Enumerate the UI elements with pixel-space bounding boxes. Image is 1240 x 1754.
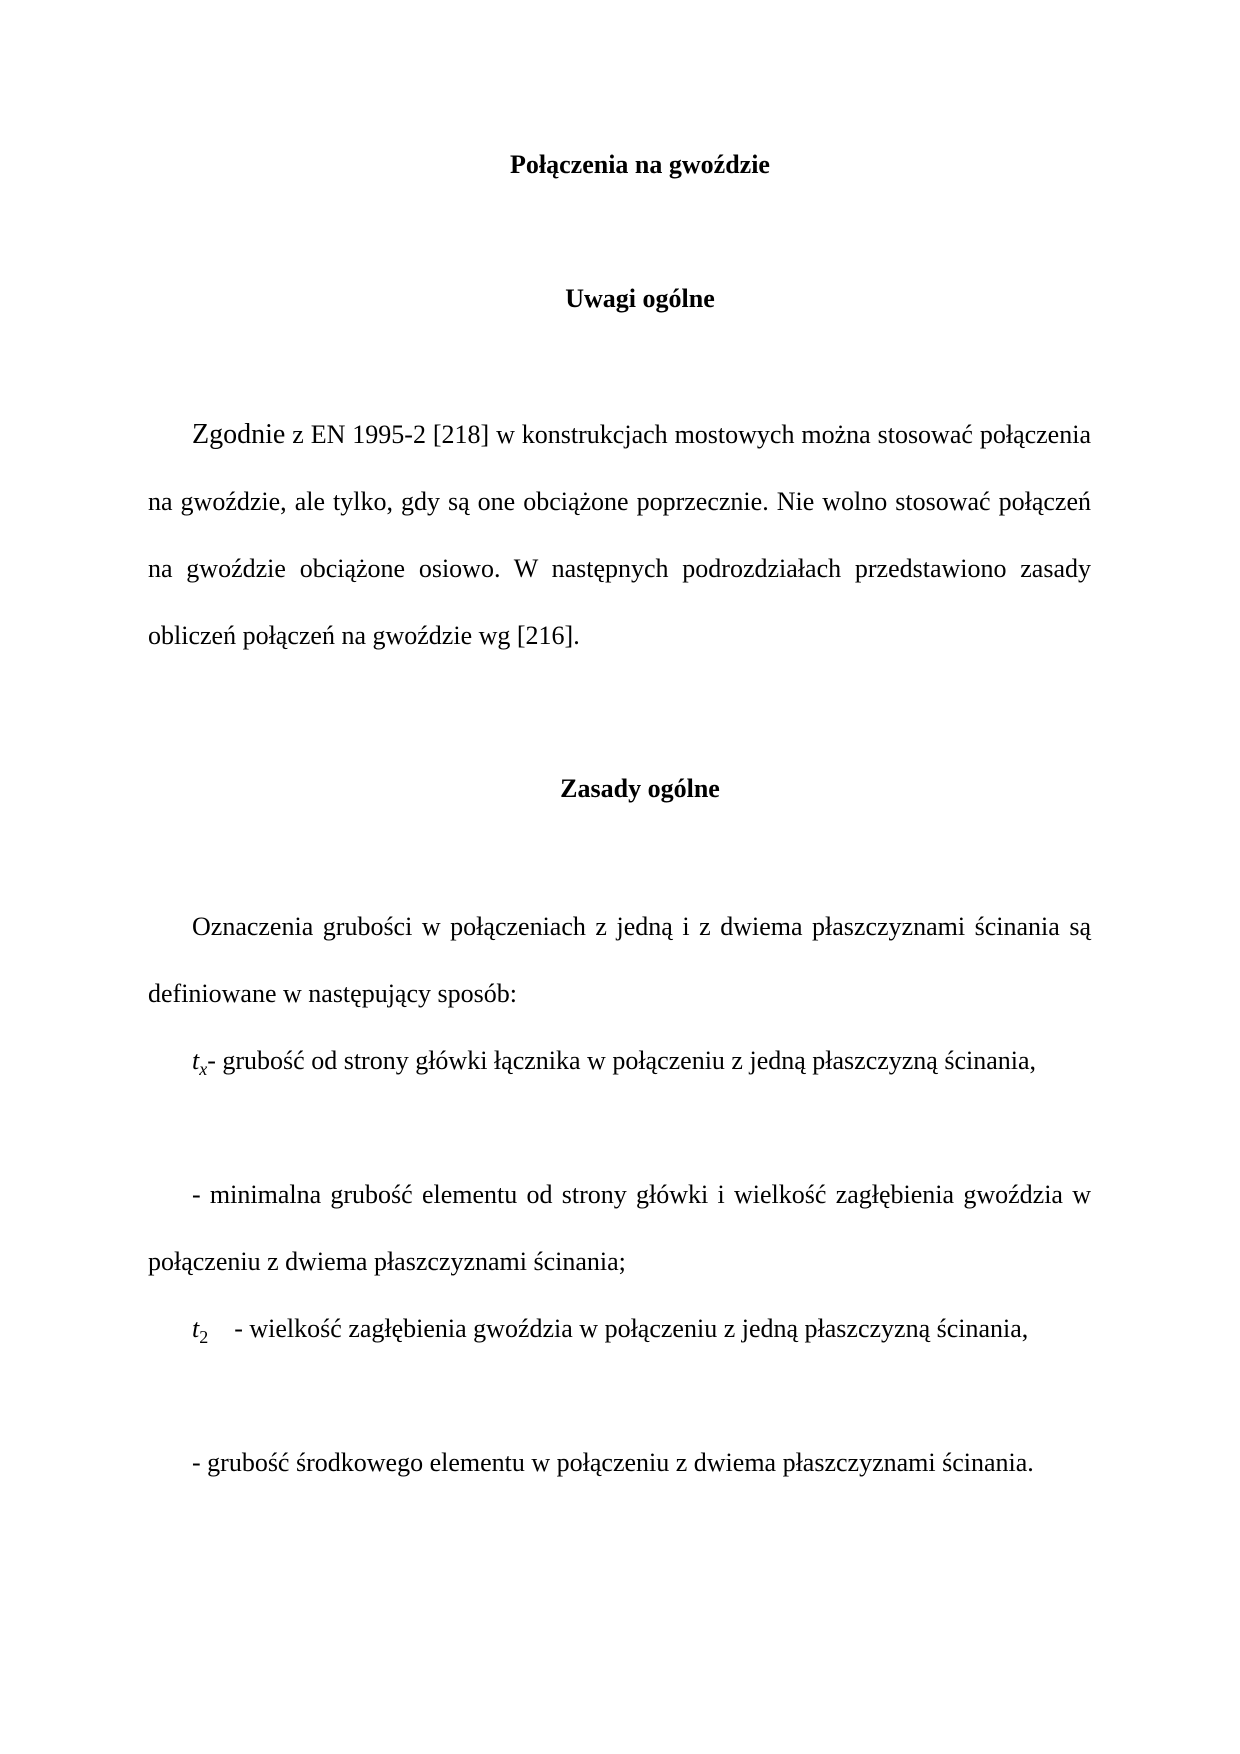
section-heading-zasady-ogolne: Zasady ogólne [560,774,720,803]
definition-t1 [148,1027,1091,1094]
definition-t2-second: - grubość środkowego elementu w połączeniu z dwiema płaszczyznami ścinania. [192,1448,1034,1477]
definition-t1-second: - minimalna grubość elementu od strony główki i wielkość zagłębienia gwoździa w połączeniu z dwiema płaszczyznami ścinania; [148,1180,1091,1276]
paragraph-general-remarks [148,401,1091,669]
section-heading-uwagi-ogolne: Uwagi ogólne [565,284,715,313]
symbol-t1-subscript: x [199,1059,208,1079]
document-title: Połączenia na gwoździe [510,150,770,179]
paragraph-body: z EN 1995-2 [218] w konstrukcjach mostowych można stosować połączenia na gwoździe, ale tylko, gdy są one obciążone poprzecznie. Nie wolno stosować połączeń na gwoździe obciążone osiowo. W następnych podrozdziałach przedstawiono zasady obliczeń połączeń na gwoździe wg [216]. [148,420,1091,650]
paragraph-thickness-intro: Oznaczenia grubości w połączeniach z jedną i z dwiema płaszczyznami ścinania są definiowane w następujący sposób: [148,912,1091,1008]
paragraph-lead-word: Zgodnie [192,419,286,450]
symbol-t1: t [192,1046,200,1075]
symbol-t2-subscript: 2 [199,1327,209,1347]
definition-t2-text: - wielkość zagłębienia gwoździa w połączeniu z jedną płaszczyzną ścinania, [234,1314,1029,1343]
symbol-t2: t [192,1314,200,1343]
definition-t1-text: - grubość od strony główki łącznika w połączeniu z jedną płaszczyzną ścinania, [207,1046,1037,1075]
definition-t2 [148,1295,1091,1362]
